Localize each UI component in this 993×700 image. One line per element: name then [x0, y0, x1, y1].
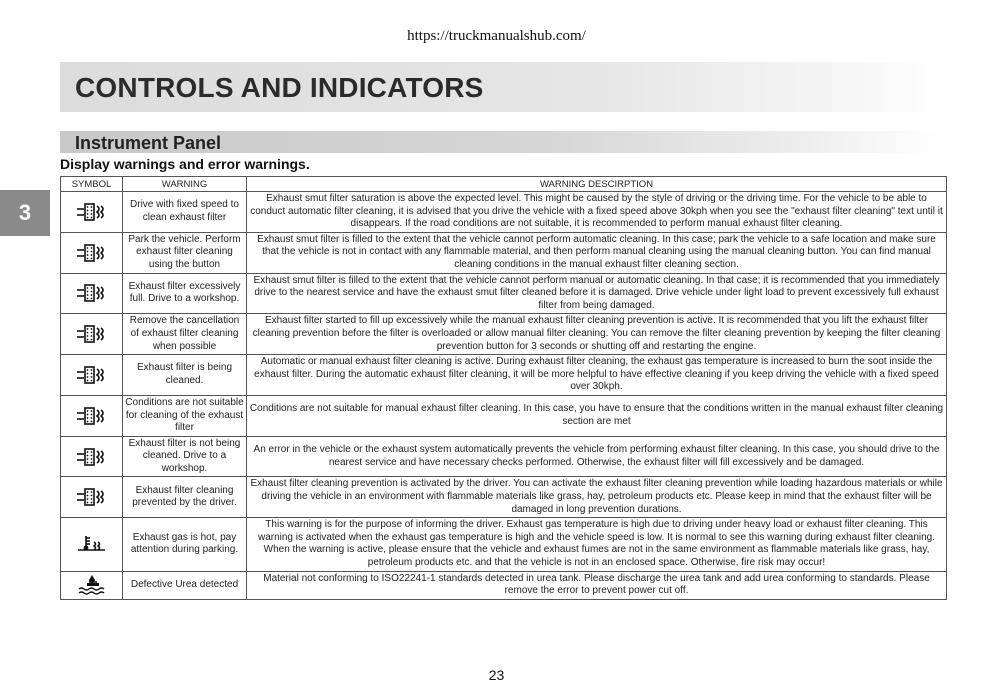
symbol-cell: [61, 192, 123, 233]
symbol-cell: [61, 518, 123, 571]
description-cell: An error in the vehicle or the exhaust system automatically prevents the vehicle from performing exhaust filter cleaning. In this case, you should drive to the nearest service and have necessary checks performed. Otherwise, the exhaust filter will fill excessively and be damaged.: [247, 436, 947, 477]
exhaust-filter-icon: [63, 201, 120, 223]
warning-cell: Park the vehicle. Perform exhaust filter cleaning using the button: [123, 232, 247, 273]
warning-cell: Remove the cancellation of exhaust filter cleaning when possible: [123, 314, 247, 355]
description-cell: Exhaust smut filter is filled to the extent that the vehicle cannot perform manual or automatic cleaning. In that case; it is recommended that you immediately drive to the nearest service and have the exhaust smut filter cleaned before it is damaged. Drive vehicle under light load to prevent excessively full exhaust filter from being damaged.: [247, 273, 947, 314]
table-row: [61, 436, 947, 477]
description-cell: This warning is for the purpose of informing the driver. Exhaust gas temperature is high due to driving under heavy load or exhaust filter cleaning. This warning is activated when the exhaust gas temperature is high and the vehicle speed is low. It is normal to see this warning during exhaust filter cleaning. When the warning is active, please ensure that the vehicle and exhaust fumes are not in the same environment as flammable materials like grass, hay, petroleum products etc. and that the vehicle is not in an enclosed space. Otherwise, fire risk may occur!: [247, 518, 947, 571]
table-row: [61, 273, 947, 314]
table-row: [61, 192, 947, 233]
exhaust-temperature-icon: [63, 533, 120, 555]
description-cell: Exhaust smut filter is filled to the extent that the vehicle cannot perform automatic cleaning. In this case; park the vehicle to a safe location and make sure that the vehicle is not in contact with any flammable material, and then perform manual cleaning using the manual cleaning button. You can find manual cleaning conditions in the manual exhaust filter cleaning section.: [247, 232, 947, 273]
table-row: [61, 232, 947, 273]
table-row: [61, 355, 947, 396]
exhaust-filter-icon: [63, 282, 120, 304]
urea-quality-icon: [63, 574, 120, 596]
page-number: 23: [488, 667, 505, 683]
exhaust-filter-icon: [63, 364, 120, 386]
symbol-cell: [61, 314, 123, 355]
warning-cell: Exhaust filter cleaning prevented by the driver.: [123, 477, 247, 518]
header-warning: WARNING: [123, 177, 247, 192]
warning-cell: Exhaust filter is being cleaned.: [123, 355, 247, 396]
symbol-cell: [61, 355, 123, 396]
exhaust-filter-icon: [63, 405, 120, 427]
symbol-cell: [61, 477, 123, 518]
description-cell: Exhaust filter started to fill up excessively while the manual exhaust filter cleaning prevention is active. It is recommended that you lift the exhaust filter cleaning prevention before the filter is overloaded or allow manual filter cleaning. You can remove the filter cleaning prevention by keeping the filter cleaning prevention button for 3 seconds or shutting off and restarting the engine.: [247, 314, 947, 355]
description-cell: Exhaust filter cleaning prevention is activated by the driver. You can activate the exhaust filter cleaning prevention while loading hazardous materials or while driving the vehicle in an environment with flammable materials like grass, hay, petroleum products etc. Please keep in mind that the exhaust filter will be damaged in long prevention durations.: [247, 477, 947, 518]
warning-cell: Drive with fixed speed to clean exhaust filter: [123, 192, 247, 233]
warnings-table: [60, 176, 947, 600]
header-symbol: SYMBOL: [61, 177, 123, 192]
chapter-tab: 3: [0, 190, 50, 236]
table-row: [61, 395, 947, 436]
warning-cell: Conditions are not suitable for cleaning of the exhaust filter: [123, 395, 247, 436]
exhaust-filter-icon: [63, 446, 120, 468]
description-cell: Automatic or manual exhaust filter cleaning is active. During exhaust filter cleaning, the exhaust gas temperature is increased to burn the soot inside the exhaust filter. During the automatic exhaust filter cleaning, it will be more helpful to have effective cleaning if you keep driving the vehicle with a fixed speed over 30kph.: [247, 355, 947, 396]
table-row: [61, 477, 947, 518]
table-header-row: [61, 177, 947, 192]
header-url: https://truckmanualshub.com/: [407, 28, 586, 44]
description-cell: Conditions are not suitable for manual exhaust filter cleaning. In this case, you have to ensure that the conditions written in the manual exhaust filter cleaning section are met: [247, 395, 947, 436]
chapter-title: CONTROLS AND INDICATORS: [75, 72, 484, 103]
warning-cell: Defective Urea detected: [123, 571, 247, 599]
description-cell: Material not conforming to ISO22241-1 standards detected in urea tank. Please discharge the urea tank and add urea conforming to standards. Please remove the error to prevent power cut off.: [247, 571, 947, 599]
symbol-cell: [61, 571, 123, 599]
table-row: [61, 314, 947, 355]
description-cell: Exhaust smut filter saturation is above the expected level. This might be caused by the style of driving or the driving time. For the vehicle to be able to conduct automatic filter cleaning, it is advised that you drive the vehicle with a fixed speed above 30kph when you see the "exhaust filter cleaning" text until it disappears. If the road conditions are not suitable, it is recommended to perform manual exhaust filter cleaning.: [247, 192, 947, 233]
section-title: Instrument Panel: [75, 133, 222, 153]
symbol-cell: [61, 232, 123, 273]
warning-cell: Exhaust gas is hot, pay attention during parking.: [123, 518, 247, 571]
table-row: [61, 571, 947, 599]
table-row: [61, 518, 947, 571]
warning-cell: Exhaust filter is not being cleaned. Drive to a workshop.: [123, 436, 247, 477]
symbol-cell: [61, 436, 123, 477]
exhaust-filter-icon: [63, 323, 120, 345]
symbol-cell: [61, 273, 123, 314]
exhaust-filter-icon: [63, 242, 120, 264]
header-description: WARNING DESCIRPTION: [247, 177, 947, 192]
symbol-cell: [61, 395, 123, 436]
exhaust-filter-icon: [63, 486, 120, 508]
table-subtitle: Display warnings and error warnings.: [60, 156, 310, 172]
warning-cell: Exhaust filter excessively full. Drive to a workshop.: [123, 273, 247, 314]
